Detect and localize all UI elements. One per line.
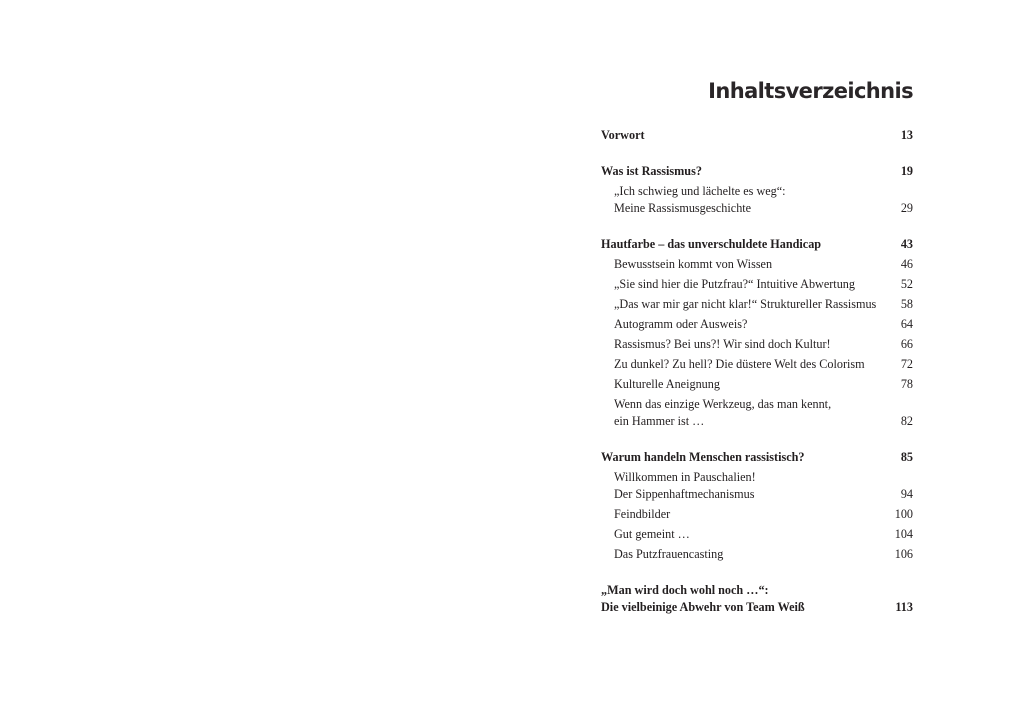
toc-entry-label-line1: Wenn das einzige Werkzeug, das man kennt, <box>614 397 832 411</box>
toc-entry-colorism[interactable] <box>601 356 913 373</box>
toc-entry-label-line1: „Man wird doch wohl noch …“: <box>601 583 769 597</box>
toc-entry-page: 78 <box>900 377 913 391</box>
toc-entry-label: Autogramm oder Ausweis? <box>614 317 748 331</box>
toc-entry-bewusstsein[interactable] <box>601 256 913 273</box>
toc-entry-page: 106 <box>894 547 913 561</box>
toc-entry-label-line1: Willkommen in Pauschalien! <box>614 470 756 484</box>
toc-entry-gut-gemeint[interactable] <box>601 526 913 543</box>
toc-entry-page: 64 <box>900 317 913 331</box>
toc-entry-label-line2: Die vielbeinige Abwehr von Team Weiß <box>601 600 805 614</box>
toc-entry-page: 72 <box>900 357 913 371</box>
toc-entry-label-line2: Meine Rassismusgeschichte <box>614 201 752 215</box>
toc-entry-label: Das Putzfrauencasting <box>614 547 724 561</box>
toc-entry-label-line2: ein Hammer ist … <box>614 414 705 428</box>
toc-entry-page: 43 <box>900 237 913 251</box>
toc-entry-page: 113 <box>895 600 913 614</box>
toc-entry-label: Rassismus? Bei uns?! Wir sind doch Kultur! <box>614 337 831 351</box>
toc-entry-label <box>614 469 756 503</box>
toc-entry-hautfarbe[interactable] <box>601 236 913 253</box>
toc-entry-label-line1: „Ich schwieg und lächelte es weg“: <box>614 184 786 198</box>
toc-entry-label: Hautfarbe – das unverschuldete Handicap <box>601 237 822 251</box>
toc-entry-putzfrau[interactable] <box>601 276 913 293</box>
toc-entry-pauschalien[interactable] <box>601 469 913 503</box>
toc-entry-label <box>614 396 831 430</box>
toc-entry-label: Kulturelle Aneignung <box>614 377 720 391</box>
toc-entry-label: „Sie sind hier die Putzfrau?“ Intuitive Abwertung <box>614 277 855 291</box>
toc-entry-page: 82 <box>900 414 913 428</box>
toc-entry-page: 94 <box>900 487 913 501</box>
toc-entry-label: Zu dunkel? Zu hell? Die düstere Welt des Colorism <box>614 357 865 371</box>
toc-entry-abwehr[interactable] <box>601 582 913 616</box>
toc-entry-label: Gut gemeint … <box>614 527 690 541</box>
toc-entry-vorwort[interactable] <box>601 127 913 144</box>
toc-entry-label <box>601 582 805 616</box>
toc-entry-page: 19 <box>900 164 913 178</box>
toc-entry-page: 58 <box>900 297 913 311</box>
toc-entry-label: Warum handeln Menschen rassistisch? <box>601 450 805 464</box>
toc-entry-label: „Das war mir gar nicht klar!“ Struktureller Rassismus <box>614 297 877 311</box>
toc-entry-page: 104 <box>894 527 913 541</box>
toc-title: Inhaltsverzeichnis <box>708 79 913 103</box>
toc-entry-label: Vorwort <box>601 128 645 142</box>
toc-entry-page: 66 <box>900 337 913 351</box>
toc-entry-autogramm[interactable] <box>601 316 913 333</box>
toc-entry-rassismus[interactable] <box>601 163 913 180</box>
table-of-contents <box>601 127 913 616</box>
toc-entry-label-line2: Der Sippenhaftmechanismus <box>614 487 755 501</box>
toc-entry-page: 13 <box>900 128 913 142</box>
toc-entry-label: Bewusstsein kommt von Wissen <box>614 257 773 271</box>
toc-entry-rassismusgeschichte[interactable] <box>601 183 913 217</box>
toc-entry-label: Feindbilder <box>614 507 671 521</box>
toc-entry-putzfrauencasting[interactable] <box>601 546 913 563</box>
toc-entry-page: 85 <box>900 450 913 464</box>
toc-entry-kulturelle-aneignung[interactable] <box>601 376 913 393</box>
toc-entry-page: 29 <box>900 201 913 215</box>
toc-entry-label: Was ist Rassismus? <box>601 164 702 178</box>
toc-entry-feindbilder[interactable] <box>601 506 913 523</box>
toc-entry-page: 100 <box>894 507 913 521</box>
toc-entry-warum[interactable] <box>601 449 913 466</box>
toc-entry-kultur[interactable] <box>601 336 913 353</box>
toc-entry-struktureller-rassismus[interactable] <box>601 296 913 313</box>
toc-entry-page: 52 <box>900 277 913 291</box>
toc-entry-label <box>614 183 786 217</box>
toc-entry-page: 46 <box>900 257 913 271</box>
page-spread-fold <box>510 0 511 721</box>
toc-entry-werkzeug[interactable] <box>601 396 913 430</box>
